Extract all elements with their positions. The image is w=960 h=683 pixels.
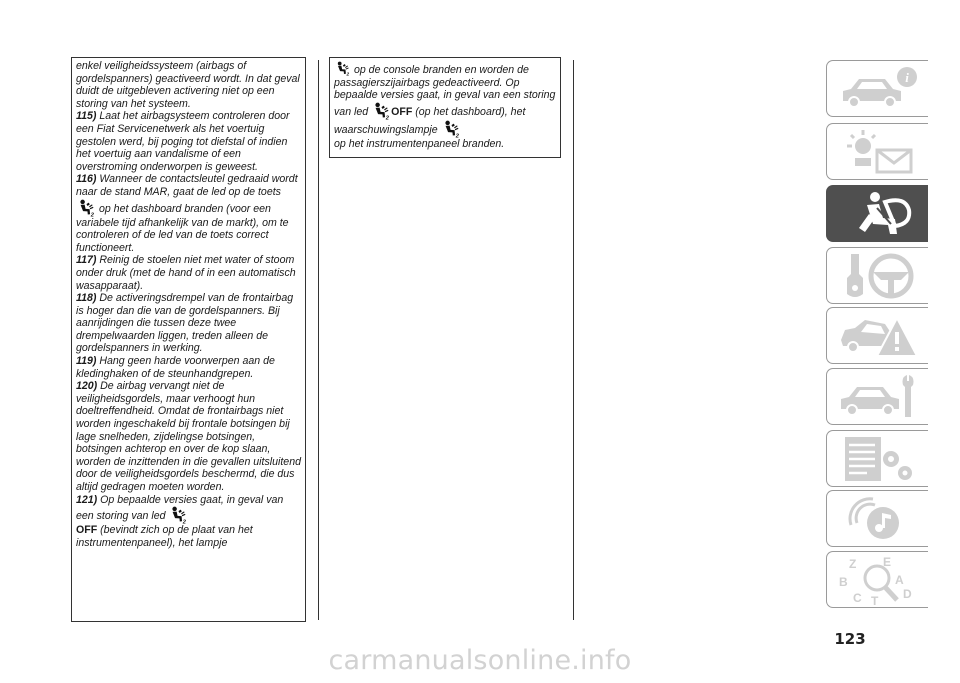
note-text: Hang geen harde voorwerpen aan de kledinghaken of de steunhandgrepen.: [76, 355, 275, 380]
note-119: [76, 355, 302, 380]
warning-lights-icon: [835, 126, 921, 178]
tab-airbag-seat-safety[interactable]: [826, 185, 928, 242]
page-number: 123: [834, 630, 866, 648]
technical-data-icon: [835, 433, 921, 485]
index-letter: D: [903, 587, 912, 601]
notes-column-left: [71, 57, 306, 622]
tab-emergency[interactable]: [826, 307, 928, 364]
car-info-icon: [835, 63, 921, 115]
index-letter: B: [839, 575, 848, 589]
note-text: op het dashboard branden (voor een variabele tijd afhankelijk van de markt), om te controleren of de led van de toets correct functioneert.: [76, 202, 289, 254]
passenger-airbag-off-icon: [335, 61, 350, 76]
notes-column-right: [329, 57, 561, 158]
multimedia-icon: [835, 493, 921, 545]
note-118: [76, 292, 302, 355]
airbag-seat-safety-icon: [835, 188, 921, 240]
svg-text:i: i: [905, 70, 909, 85]
index-letter: C: [853, 591, 862, 605]
tab-car-maintenance[interactable]: [826, 368, 928, 425]
tab-index[interactable]: [826, 551, 928, 608]
note-number: 119): [76, 355, 97, 368]
tab-warning-lights[interactable]: [826, 123, 928, 180]
note-text: De activeringsdrempel van de frontairbag is hoger dan die van de gordelspanners. Bij aanrijdingen die tussen deze twee drempelwaarden liggen, treden alleen de gordelspanners in werking.: [76, 292, 294, 355]
continued-text: (op het dashboard), het waarschuwingslampje: [334, 105, 526, 136]
note-text: Op bepaalde versies gaat, in geval van een storing van led: [76, 493, 284, 523]
intro-paragraph: enkel veiligheidssysteem (airbags of gordelspanners) geactiveerd wordt. In dat geval duidt de uitgebleven activering niet op een storing van het systeem.: [76, 60, 300, 110]
off-label: OFF: [76, 524, 98, 537]
key-steering-wheel-icon: [835, 250, 921, 302]
index-letter: A: [895, 573, 904, 587]
tab-car-info[interactable]: [826, 60, 928, 117]
emergency-icon: [835, 310, 921, 362]
note-121: [76, 494, 302, 550]
column-divider: [318, 60, 319, 620]
index-letter: Z: [849, 557, 857, 571]
passenger-airbag-off-icon: [169, 506, 187, 524]
note-text: (bevindt zich op de plaat van het instrumentenpaneel), het lampje: [76, 524, 253, 549]
note-120: [76, 380, 302, 493]
note-number: 118): [76, 292, 97, 305]
note-text: Reinig de stoelen niet met water of stoom onder druk (met de hand of in een automatisch wasapparaat).: [76, 254, 296, 292]
tab-key-steering[interactable]: [826, 247, 928, 304]
note-text: Laat het airbagsysteem controleren door een Fiat Servicenetwerk als het voertuig gestolen werd, bij poging tot diefstal of indien het voertuig aan vandalisme of een overstroming onderworpen is geweest.: [76, 110, 290, 173]
index-letter: T: [871, 594, 879, 606]
passenger-airbag-off-icon: [372, 102, 390, 120]
off-label: OFF: [391, 105, 413, 118]
index-letter: E: [883, 555, 892, 569]
note-text: De airbag vervangt niet de veiligheidsgordels, maar verhoogt hun doeltreffendheid. Omdat de frontairbags niet worden ingeschakeld bij frontale botsingen bij lage snelheden, zijdelingse botsingen, botsingen achterop en over de kop slaan, worden de inzittenden in die gevallen uitsluitend door de veiligheidsgordels beschermd, die dus altijd gedragen moeten worden.: [76, 380, 301, 493]
note-number: 116): [76, 173, 97, 186]
continued-text: op de console branden en worden de passagierszijairbags gedeactiveerd. Op bepaalde versies gaat, in geval van een storing van led: [334, 64, 556, 118]
watermark: carmanualsonline.info: [328, 645, 632, 676]
note-text: Wanneer de contactsleutel gedraaid wordt naar de stand MAR, gaat de led op de toets: [76, 173, 298, 198]
car-maintenance-icon: [835, 371, 921, 423]
passenger-airbag-off-icon: [77, 199, 95, 217]
continued-paragraph: [334, 61, 557, 150]
passenger-airbag-off-icon: [442, 120, 460, 138]
index-icon: [835, 554, 921, 606]
note-number: 120): [76, 380, 98, 393]
tab-multimedia[interactable]: [826, 490, 928, 547]
note-number: 121): [76, 493, 98, 506]
note-117: [76, 254, 302, 292]
note-116: [76, 173, 302, 254]
note-115: [76, 110, 302, 173]
tab-technical-data[interactable]: [826, 430, 928, 487]
note-number: 115): [76, 110, 97, 123]
note-number: 117): [76, 254, 97, 267]
column-divider: [573, 60, 574, 620]
continued-text: op het instrumentenpaneel branden.: [334, 137, 505, 150]
